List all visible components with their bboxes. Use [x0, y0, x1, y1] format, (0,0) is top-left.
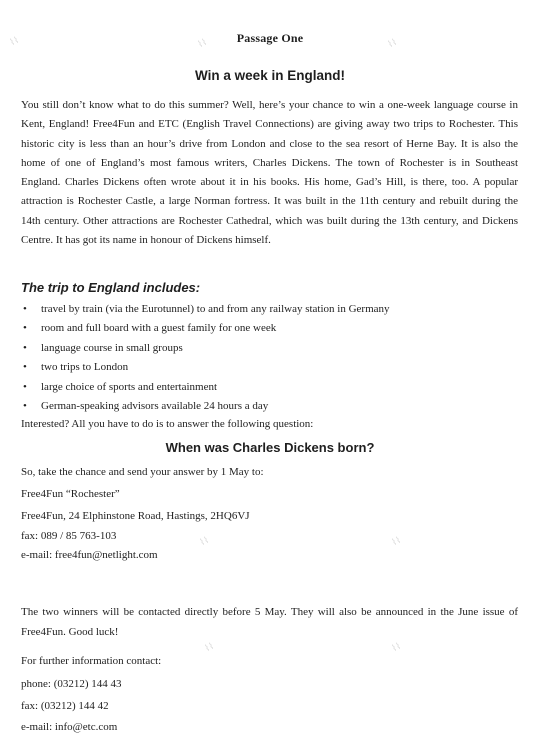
- bullet-icon: •: [23, 380, 27, 393]
- watermark-mark: ⌇⌇: [198, 534, 211, 548]
- further-email: e-mail: info@etc.com: [21, 721, 118, 733]
- further-info-heading: For further information contact:: [21, 655, 162, 667]
- contact-fax: fax: 089 / 85 763-103: [21, 530, 117, 542]
- interested-text: Interested? All you have to do is to answer the following question:: [21, 418, 314, 430]
- contact-address: Free4Fun, 24 Elphinstone Road, Hastings, 2HQ6VJ: [21, 510, 250, 522]
- trip-list: [21, 300, 390, 416]
- further-fax: fax: (03212) 144 42: [21, 700, 109, 712]
- list-item-text: travel by train (via the Eurotunnel) to and from any railway station in Germany: [41, 303, 390, 315]
- list-item: [21, 319, 390, 338]
- contact-name: Free4Fun “Rochester”: [21, 488, 120, 500]
- winners-paragraph: The two winners will be contacted directly before 5 May. They will also be announced in the June issue of Free4Fun. Good luck!: [21, 606, 518, 638]
- list-item-text: large choice of sports and entertainment: [41, 380, 218, 393]
- bullet-icon: •: [23, 361, 27, 374]
- list-item-text: room and full board with a guest family for one week: [41, 322, 277, 335]
- further-phone: phone: (03212) 144 43: [21, 678, 122, 690]
- watermark-mark: ⌇⌇: [203, 640, 216, 654]
- intro-paragraph: You still don’t know what to do this summer? Well, here’s your chance to win a one-week language course in Kent, England! Free4Fun and ETC (English Travel Connections) are giving away two trips to Rochester. This historic city is less than an hour’s drive from London and close to the sea resort of Herne Bay. It is also the home of one of England’s most famous writers, Charles Dickens. The town of Rochester is in Southeast England. Charles Dickens often wrote about it in his books. His home, Gad’s Hill, is there, too. A popular attraction is Rochester Castle, a large Norman fortress. It was built in the 11th century and rebuilt during the 14th century. Other attractions are Rochester Cathedral, which was built during the 13th century, and Dickens Centre. It has got its name in honour of Dickens himself.: [21, 99, 518, 247]
- watermark-mark: ⌇⌇: [386, 36, 399, 50]
- list-item: [21, 378, 390, 397]
- list-item: [21, 397, 390, 416]
- list-item-text: two trips to London: [41, 361, 129, 374]
- passage-label: Passage One: [236, 31, 304, 45]
- trip-heading: The trip to England includes:: [21, 280, 201, 295]
- bullet-icon: •: [23, 322, 27, 335]
- watermark-mark: ⌇⌇: [196, 36, 209, 50]
- bullet-icon: •: [23, 303, 27, 315]
- list-item: [21, 300, 390, 319]
- page-title: Win a week in England!: [195, 68, 345, 83]
- contact-email: e-mail: free4fun@netlight.com: [21, 549, 158, 561]
- bullet-icon: •: [23, 341, 27, 354]
- contest-question: When was Charles Dickens born?: [165, 440, 375, 455]
- watermark-mark: ⌇⌇: [8, 34, 21, 48]
- watermark-mark: ⌇⌇: [390, 640, 403, 654]
- list-item: [21, 339, 390, 358]
- watermark-mark: ⌇⌇: [390, 534, 403, 548]
- bullet-icon: •: [23, 400, 27, 413]
- list-item-text: German-speaking advisors available 24 hours a day: [41, 400, 269, 413]
- send-text: So, take the chance and send your answer by 1 May to:: [21, 466, 264, 478]
- list-item: [21, 358, 390, 377]
- list-item-text: language course in small groups: [41, 341, 183, 354]
